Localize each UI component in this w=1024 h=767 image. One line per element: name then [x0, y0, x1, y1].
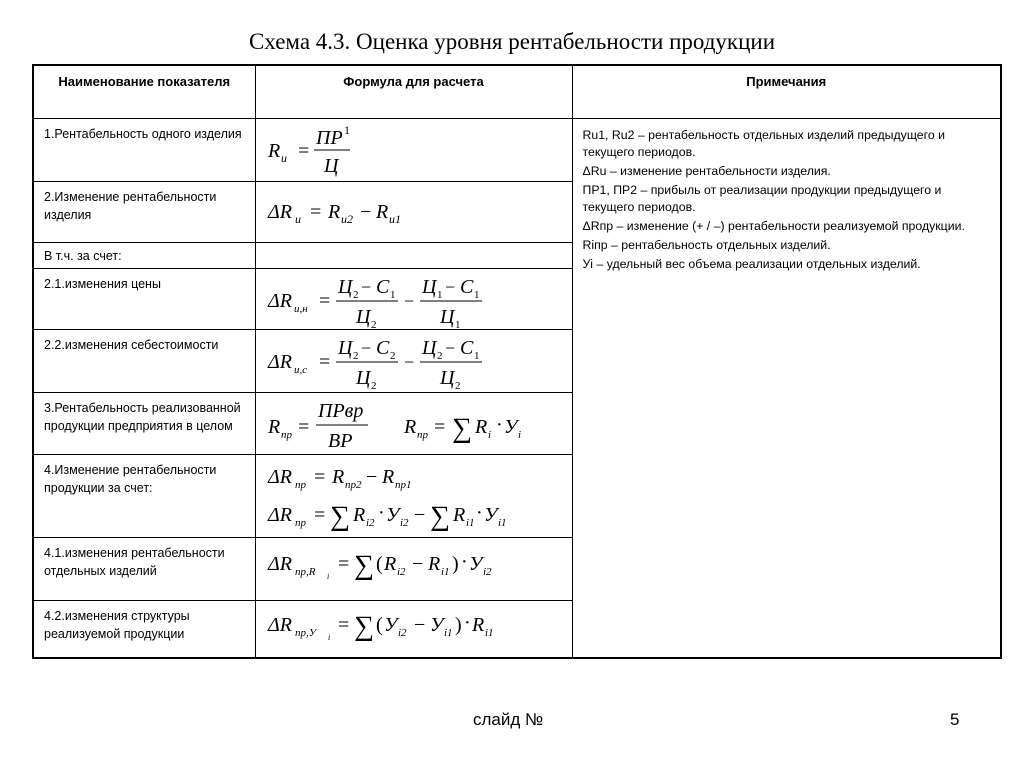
formula-symbol: Ц: [439, 367, 454, 389]
formula-symbol: R: [267, 140, 280, 162]
formula-symbol: Ц: [421, 337, 436, 359]
formula-subscript: i2: [365, 517, 375, 529]
formula-symbol: ΔR: [267, 351, 292, 373]
row-name: 4.Изменение рентабельности продукции за счет:: [33, 455, 255, 538]
formula-subscript: i: [517, 429, 521, 441]
formula-subscript: 2: [370, 319, 376, 329]
formula-subscript: i2: [397, 627, 407, 639]
formula-symbol: С: [375, 276, 389, 298]
formula-equals: =: [297, 140, 309, 162]
page-title: Схема 4.3. Оценка уровня рентабельности продукции: [248, 29, 776, 54]
formula-symbol: У: [383, 614, 397, 636]
formula-subscript: 2: [370, 380, 376, 392]
formula-subscript: пр2: [344, 479, 361, 491]
note-item: Riпр – рентабельность отдельных изделий.: [582, 238, 831, 252]
formula-rentability-item: [256, 119, 573, 181]
formula-symbol: С: [459, 337, 473, 359]
formula-paren: ): [454, 614, 462, 636]
formula-subscript: 1: [454, 319, 460, 329]
formula-cell: [255, 330, 572, 393]
formula-minus: −: [413, 614, 425, 636]
formula-subscript: и: [280, 151, 287, 165]
formula-equals: =: [318, 351, 330, 373]
formula-denominator: ВР: [327, 430, 352, 452]
formula-symbol: R: [327, 201, 340, 223]
formula-rentability-change: [256, 182, 573, 242]
formula-symbol: R: [427, 553, 440, 575]
formula-symbol: R: [383, 553, 396, 575]
formula-symbol: ΔR: [267, 504, 292, 526]
formula-cell: [255, 538, 572, 601]
row-name: 2.2.изменения себестоимости: [33, 330, 255, 393]
row-name: 4.2.изменения структуры реализуемой продукции: [33, 601, 255, 659]
formula-subscript: i1: [443, 627, 453, 639]
formula-symbol: У: [483, 504, 497, 526]
formula-subscript: i: [487, 429, 491, 441]
formula-paren: (: [375, 553, 383, 575]
formula-subscript: 2: [389, 350, 395, 362]
formula-structure-effect: [256, 601, 573, 657]
formula-subscript: i2: [396, 566, 406, 578]
rentability-table: [32, 64, 1002, 659]
formula-cell: [255, 269, 572, 330]
formula-subscript: i1: [440, 566, 450, 578]
formula-subscript: и1: [388, 212, 401, 226]
row-name: 1.Рентабельность одного изделия: [33, 119, 255, 182]
note-item: Уi – удельный вес объема реализации отдельных изделий.: [582, 257, 921, 271]
formula-symbol: R: [474, 416, 487, 438]
formula-symbol: R: [381, 466, 394, 488]
formula-symbol: С: [375, 337, 389, 359]
note-item: ΔRпр – изменение (+ / –) рентабельности реализуемой продукции.: [582, 219, 965, 233]
formula-minus: −: [413, 504, 425, 526]
formula-dot: ·: [460, 551, 468, 573]
formula-denominator: Ц: [323, 155, 338, 177]
formula-minus: −: [360, 277, 371, 297]
formula-subscript: и: [294, 212, 301, 226]
formula-cell: [255, 119, 572, 182]
formula-minus: −: [444, 338, 455, 358]
sum-symbol: ∑: [329, 501, 350, 532]
formula-cell-empty: [255, 243, 572, 269]
formula-symbol: Ц: [421, 276, 436, 298]
formula-paren: ): [451, 553, 459, 575]
formula-subscript: пр1: [394, 479, 411, 491]
note-item: ПР1, ПР2 – прибыль от реализации продукции предыдущего и текущего периодов.: [582, 183, 942, 214]
column-header-name: Наименование показателя: [33, 65, 255, 119]
formula-subscript: 2: [352, 350, 358, 362]
formula-subscript: i1: [465, 517, 475, 529]
formula-subscript: и,н: [293, 303, 308, 315]
formula-symbol: ΔR: [267, 201, 292, 223]
formula-subscript: 1: [389, 289, 395, 301]
note-item: Ru1, Ru2 – рентабельность отдельных изделий предыдущего и текущего периодов.: [582, 128, 945, 159]
formula-minus: −: [403, 352, 414, 372]
formula-symbol: R: [471, 614, 484, 636]
notes-cell: [572, 119, 1001, 659]
note-item: ΔRu – изменение рентабельности изделия.: [582, 164, 831, 178]
formula-price-change: [256, 269, 573, 329]
formula-subscript: 1: [473, 350, 479, 362]
formula-subscript: 1: [436, 289, 442, 301]
row-name: 2.1.изменения цены: [33, 269, 255, 330]
formula-equals: =: [297, 416, 309, 438]
formula-symbol: С: [459, 276, 473, 298]
formula-symbol: Ц: [355, 306, 370, 328]
formula-minus: −: [403, 291, 414, 311]
formula-subscript: i1: [497, 517, 507, 529]
column-header-formula: Формула для расчета: [255, 65, 572, 119]
formula-minus: −: [359, 201, 371, 223]
row-name: 2.Изменение рентабельности изделия: [33, 182, 255, 243]
formula-symbol: Ц: [439, 306, 454, 328]
formula-subscript: i2: [399, 517, 409, 529]
sum-symbol: ∑: [353, 550, 374, 581]
formula-subscript: пр: [416, 429, 428, 441]
row-name: В т.ч. за счет:: [33, 243, 255, 269]
formula-symbol: R: [452, 504, 465, 526]
formula-symbol: У: [385, 504, 399, 526]
formula-subscript: i2: [482, 566, 492, 578]
formula-subscript: и2: [340, 212, 353, 226]
formula-product-rentability-change: [256, 455, 573, 537]
formula-equals: =: [313, 466, 325, 488]
formula-symbol: R: [352, 504, 365, 526]
formula-minus: −: [365, 466, 377, 488]
formula-product-rentability: [256, 393, 573, 454]
row-name: 4.1.изменения рентабельности отдельных изделий: [33, 538, 255, 601]
header-row: [33, 65, 1001, 119]
sum-symbol: ∑: [429, 501, 450, 532]
formula-subscript: i: [326, 572, 329, 581]
formula-symbol: Ц: [337, 276, 352, 298]
column-header-notes: Примечания: [572, 65, 1001, 119]
formula-minus: −: [411, 553, 423, 575]
formula-equals: =: [337, 553, 349, 575]
formula-symbol: R: [403, 416, 416, 438]
sum-symbol: ∑: [353, 611, 374, 642]
formula-superscript: 1: [343, 123, 350, 137]
formula-symbol: У: [503, 416, 517, 438]
formula-dot: ·: [377, 502, 385, 524]
formula-symbol: R: [331, 466, 344, 488]
formula-dot: ·: [463, 612, 471, 634]
formula-cell: [255, 455, 572, 538]
formula-item-rentability-effect: [256, 538, 573, 600]
formula-subscript: пр: [280, 429, 292, 441]
formula-minus: −: [360, 338, 371, 358]
formula-numerator: ПРвр: [317, 400, 363, 422]
table-row: [33, 119, 1001, 182]
formula-cost-change: [256, 330, 573, 392]
formula-equals: =: [318, 290, 330, 312]
formula-cell: [255, 182, 572, 243]
formula-symbol: R: [267, 416, 280, 438]
formula-subscript: 2: [454, 380, 460, 392]
formula-dot: ·: [475, 502, 483, 524]
formula-symbol: R: [375, 201, 388, 223]
formula-subscript: пр,У: [294, 627, 316, 639]
slide-label: слайд №: [473, 710, 544, 729]
formula-equals: =: [309, 201, 321, 223]
formula-subscript: и,с: [293, 364, 307, 376]
formula-symbol: Ц: [355, 367, 370, 389]
formula-minus: −: [444, 277, 455, 297]
formula-equals: =: [337, 614, 349, 636]
formula-symbol: У: [468, 553, 482, 575]
formula-subscript: пр: [294, 517, 306, 529]
formula-subscript: i: [327, 633, 330, 642]
formula-equals: =: [433, 416, 445, 438]
formula-dot: ·: [495, 414, 503, 436]
row-name: 3.Рентабельность реализованной продукции предприятия в целом: [33, 393, 255, 455]
formula-symbol: Ц: [337, 337, 352, 359]
sum-symbol: ∑: [451, 413, 472, 444]
formula-symbol: ΔR: [267, 290, 292, 312]
formula-subscript: 1: [473, 289, 479, 301]
slide-number: 5: [950, 710, 960, 729]
formula-symbol: ΔR: [267, 466, 292, 488]
formula-subscript: пр: [294, 479, 306, 491]
formula-subscript: пр,R: [294, 566, 315, 578]
formula-subscript: i1: [484, 627, 494, 639]
formula-subscript: 2: [436, 350, 442, 362]
formula-subscript: 2: [352, 289, 358, 301]
formula-symbol: ΔR: [267, 614, 292, 636]
formula-numerator: ПР: [315, 127, 343, 149]
formula-cell: [255, 601, 572, 659]
formula-cell: [255, 393, 572, 455]
formula-equals: =: [313, 504, 325, 526]
formula-symbol: У: [429, 614, 443, 636]
formula-paren: (: [375, 614, 383, 636]
formula-symbol: ΔR: [267, 553, 292, 575]
